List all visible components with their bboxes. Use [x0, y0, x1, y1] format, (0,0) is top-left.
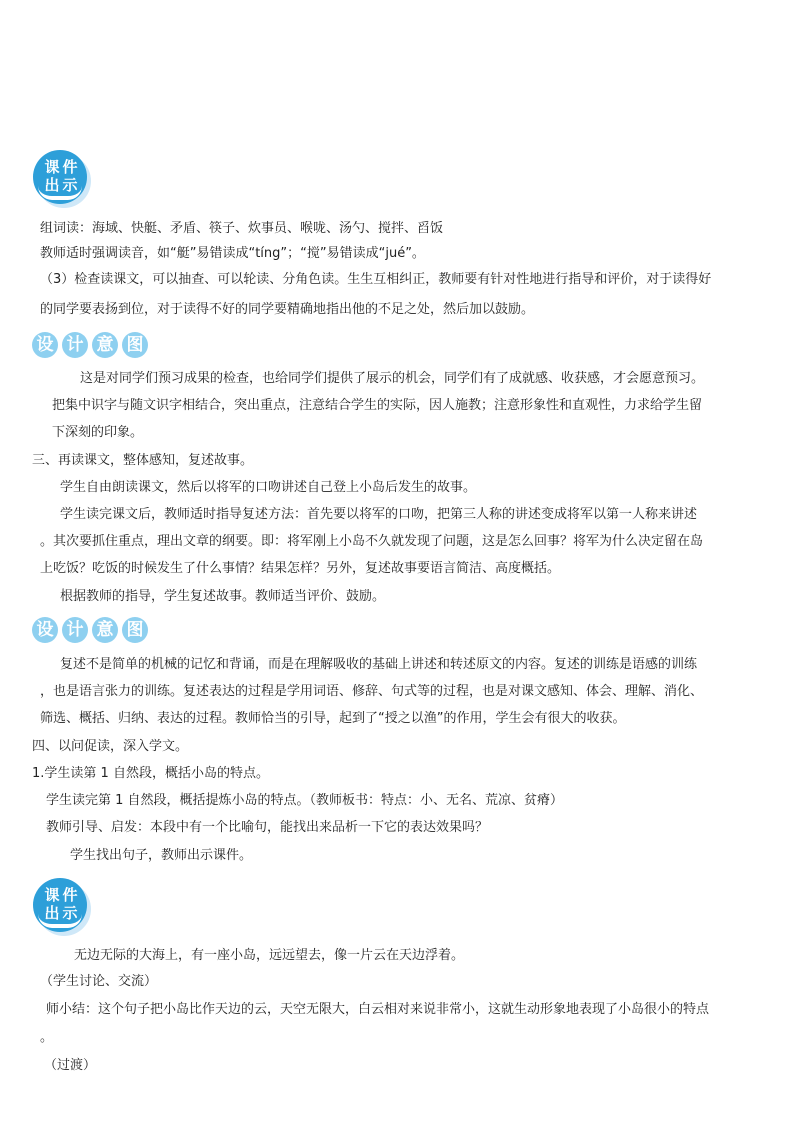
courseware-badge [33, 878, 91, 936]
badge-char: 件 [62, 886, 78, 904]
text-line: 根据教师的指导，学生复述故事。教师适当评价、鼓励。 [60, 589, 386, 604]
text-line: 上吃饭？吃饭的时候发生了什么事情？结果怎样？另外，复述故事要语言简洁、高度概括。 [40, 561, 561, 576]
badge-char: 示 [62, 904, 78, 922]
intent-char: 设 [32, 332, 58, 358]
intent-char: 图 [122, 332, 148, 358]
badge-char: 出 [44, 176, 60, 194]
badge-char: 示 [62, 176, 78, 194]
badge-char: 件 [62, 158, 78, 176]
text-line: 教师适时强调读音，如“艇”易错读成“tíng”；“搅”易错读成“jué”。 [40, 246, 425, 261]
text-line: 把集中识字与随文识字相结合，突出重点，注意结合学生的实际，因人施教；注意形象性和直观性，力求给学生留 [52, 398, 703, 413]
text-line: 无边无际的大海上，有一座小岛，远远望去，像一片云在天边浮着。 [74, 948, 465, 963]
text-line: 的同学要表扬到位，对于读得不好的同学要精确地指出他的不足之处，然后加以鼓励。 [40, 302, 535, 317]
text-line: 教师引导、启发：本段中有一个比喻句，能找出来品析一下它的表达效果吗？ [46, 820, 489, 835]
text-line: 学生读完课文后，教师适时指导复述方法：首先要以将军的口吻，把第三人称的讲述变成将军以第一人称来讲述 [60, 507, 698, 522]
text-line: 1.学生读第 1 自然段，概括小岛的特点。 [32, 766, 269, 781]
courseware-badge [33, 150, 91, 208]
text-line: ，也是语言张力的训练。复述表达的过程是学用词语、修辞、句式等的过程，也是对课文感知、体会、理解、消化、 [40, 684, 704, 699]
intent-char: 意 [92, 332, 118, 358]
text-line: 筛选、概括、归纳、表达的过程。教师恰当的引导，起到了“授之以渔”的作用，学生会有很大的收获。 [40, 711, 626, 726]
text-line: 这是对同学们预习成果的检查，也给同学们提供了展示的机会，同学们有了成就感、收获感，才会愿意预习。 [80, 371, 705, 386]
section-heading: 三、再读课文，整体感知，复述故事。 [32, 453, 254, 468]
text-line: （过渡） [44, 1058, 97, 1073]
intent-char: 意 [92, 617, 118, 643]
intent-char: 设 [32, 617, 58, 643]
text-line: 复述不是简单的机械的记忆和背诵，而是在理解吸收的基础上讲述和转述原文的内容。复述的训练是语感的训练 [60, 657, 698, 672]
text-line: 。 [40, 1030, 54, 1045]
badge-char: 课 [44, 158, 60, 176]
text-line: 。其次要抓住重点，理出文章的纲要。即：将军刚上小岛不久就发现了问题，这是怎么回事？将军为什么决定留在岛 [40, 534, 704, 549]
text-line: 学生读完第 1 自然段，概括提炼小岛的特点。（教师板书：特点：小、无名、荒凉、贫瘠） [46, 793, 564, 808]
intent-char: 计 [62, 617, 88, 643]
section-heading: 四、以问促读，深入学文。 [32, 739, 189, 754]
text-line: 下深刻的印象。 [52, 425, 144, 440]
text-line: （3）检查读课文，可以抽查、可以轮读、分角色读。生生互相纠正，教师要有针对性地进行指导和评价，对于读得好 [40, 272, 712, 287]
text-line: 组词读：海域、快艇、矛盾、筷子、炊事员、喉咙、汤勺、搅拌、舀饭 [40, 221, 444, 236]
text-line: 师小结：这个句子把小岛比作天边的云，天空无限大，白云相对来说非常小，这就生动形象地表现了小岛很小的特点 [46, 1002, 710, 1017]
text-line: （学生讨论、交流） [40, 974, 158, 989]
intent-char: 计 [62, 332, 88, 358]
intent-char: 图 [122, 617, 148, 643]
text-line: 学生找出句子，教师出示课件。 [70, 848, 253, 863]
badge-char: 出 [44, 904, 60, 922]
badge-char: 课 [44, 886, 60, 904]
text-line: 学生自由朗读课文，然后以将军的口吻讲述自己登上小岛后发生的故事。 [60, 480, 477, 495]
